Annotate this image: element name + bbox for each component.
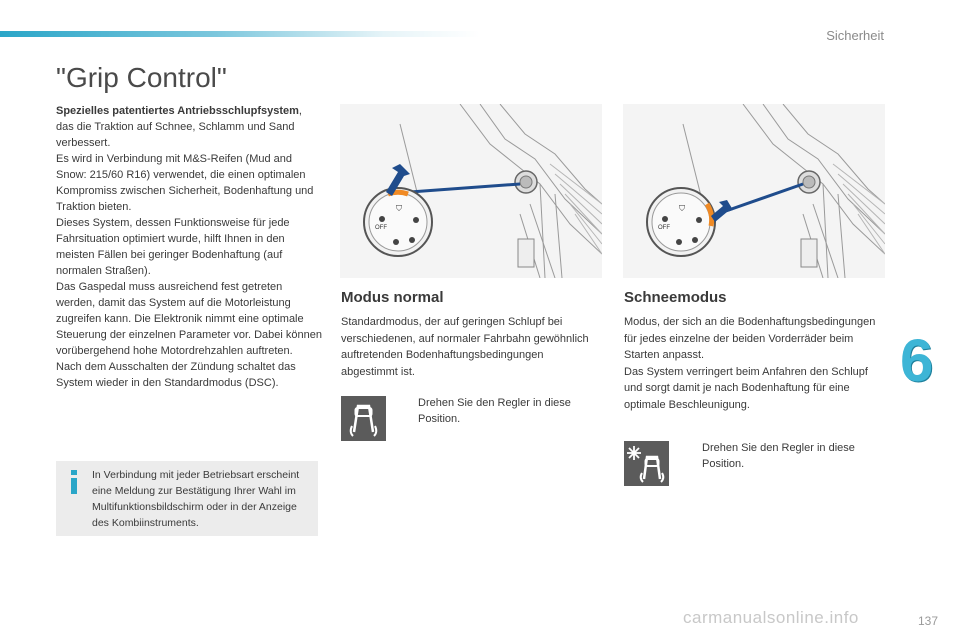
intro-text	[56, 103, 322, 391]
mode-normal-description	[341, 314, 603, 380]
svg-text:⛉: ⛉	[679, 204, 685, 213]
intro-lead-continuation: , das die Traktion auf Schnee, Schlamm und Sand verbessert.	[56, 105, 302, 149]
svg-text:OFF: OFF	[375, 225, 387, 231]
mode-normal-paragraph: Standardmodus, der auf geringen Schlupf bei verschiedenen, auf normaler Fahrbahn gewöhnlich auftretenden Bodenhaftungsbedingungen abgestimmt ist.	[341, 316, 589, 378]
mode-snow-paragraph: Das System verringert beim Anfahren den Schlupf und sorgt damit je nach Bodenhaftung für eine optimale Beschleunigung.	[624, 365, 868, 411]
mode-snow-instruction-text: Drehen Sie den Regler in diese Position.	[702, 442, 855, 470]
top-accent-bar	[0, 31, 480, 37]
page-title: "Grip Control"	[56, 62, 227, 93]
mode-normal-instruction-text: Drehen Sie den Regler in diese Position.	[418, 397, 571, 425]
intro-paragraph: Nach dem Ausschalten der Zündung schaltet das System wieder in den Standardmodus (DSC).	[56, 361, 296, 389]
mode-normal-instruction	[396, 395, 588, 427]
mode-snow-instruction	[680, 440, 872, 472]
mode-normal-heading: Modus normal	[341, 289, 444, 306]
mode-snow-paragraph: Modus, der sich an die Bodenhaftungsbedingungen für jedes einzelne der beiden Vorderräder beim Starten anpasst.	[624, 316, 876, 361]
watermark: carmanualsonline.info	[683, 608, 859, 627]
snow-mode-icon	[624, 441, 669, 486]
normal-mode-icon	[341, 396, 386, 441]
section-label: Sicherheit	[826, 28, 884, 43]
info-icon	[68, 469, 80, 493]
intro-paragraph	[56, 103, 322, 151]
intro-paragraph: Dieses System, dessen Funktionsweise für jede Fahrsituation optimiert wurde, hilft Ihnen in den meisten Fällen bei geringer Bodenhaftung (auf normalen Straßen).	[56, 217, 290, 277]
photo-knob-normal	[340, 104, 602, 278]
svg-text:⛉: ⛉	[396, 204, 402, 213]
mode-snow-description	[624, 314, 886, 413]
mode-snow-heading: Schneemodus	[624, 289, 727, 306]
info-box	[56, 461, 318, 536]
info-text: In Verbindung mit jeder Betriebsart erscheint eine Meldung zur Bestätigung Ihrer Wahl im Multifunktionsbildschirm oder in der Anzeige des Kombiinstruments.	[92, 469, 300, 529]
page-number: 137	[917, 614, 938, 628]
photo-knob-snow	[623, 104, 885, 278]
intro-paragraph: Das Gaspedal muss ausreichend fest getreten werden, damit das System auf die Motorleistung zugreifen kann. Die Elektronik nimmt eine optimale Steuerung der einzelnen Parameter vor. Dabei können vorübergehend hohe Motordrehzahlen auftreten.	[56, 281, 323, 357]
svg-text:OFF: OFF	[658, 225, 670, 231]
chapter-number: 6	[900, 327, 934, 394]
intro-paragraph: Es wird in Verbindung mit M&S-Reifen (Mud and Snow: 215/60 R16) verwendet, die einen optimalen Kompromiss zwischen Sicherheit, Bodenhaftung und Traktion bieten.	[56, 153, 314, 213]
intro-lead: Spezielles patentiertes Antriebsschlupfsystem	[56, 105, 299, 117]
